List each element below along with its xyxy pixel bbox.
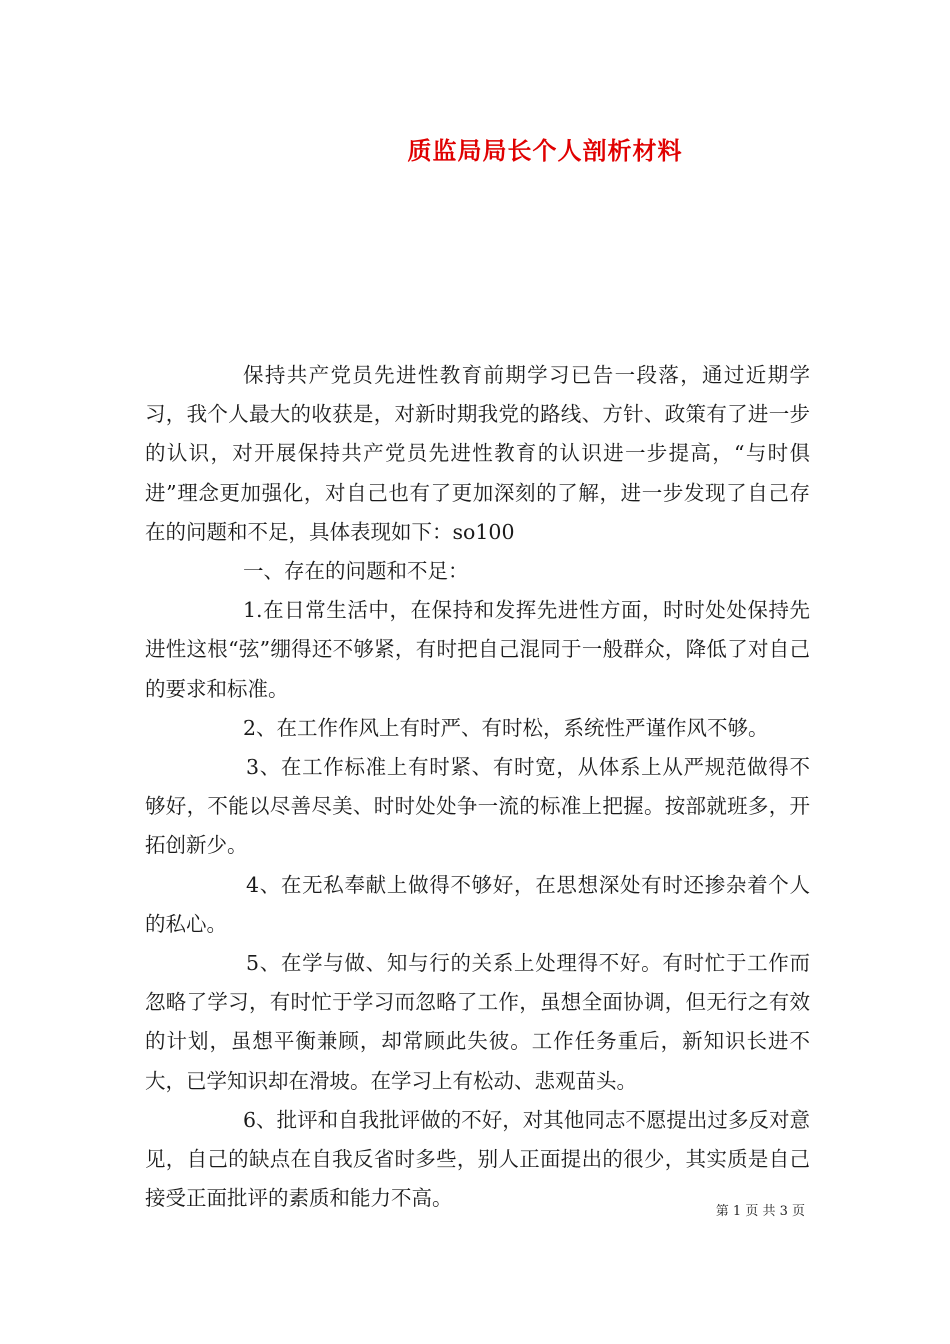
- paragraph-item-3: 3、在工作标准上有时紧、有时宽，从体系上从严规范做得不够好，不能以尽善尽美、时时处处争一流的标准上把握。按部就班多，开拓创新少。: [145, 755, 810, 858]
- paragraph-item-1: 1.在日常生活中，在保持和发挥先进性方面，时时处处保持先进性这根“弦”绷得还不够紧，有时把自己混同于一般群众，降低了对自己的要求和标准。: [145, 598, 810, 701]
- paragraph-item-5: 5、在学与做、知与行的关系上处理得不好。有时忙于工作而忽略了学习，有时忙于学习而忽略了工作，虽想全面协调，但无行之有效的计划，虽想平衡兼顾，却常顾此失彼。工作任务重后，新知识长进不大，已学知识却在滑坡。在学习上有松动、悲观苗头。: [145, 951, 810, 1093]
- document-body: [145, 356, 810, 1218]
- paragraph-section-heading: 一、存在的问题和不足：: [243, 559, 469, 584]
- paragraph-item-4: 4、在无私奉献上做得不够好，在思想深处有时还掺杂着个人的私心。: [145, 872, 810, 936]
- paragraph-item-6: 6、批评和自我批评做的不好，对其他同志不愿提出过多反对意见，自己的缺点在自我反省时多些，别人正面提出的很少，其实质是自己接受正面批评的素质和能力不高。: [145, 1107, 810, 1211]
- page-number-footer: 第 1 页 共 3 页: [715, 1204, 805, 1219]
- document-title: 质监局局长个人剖析材料: [407, 136, 683, 165]
- paragraph-intro: 保持共产党员先进性教育前期学习已告一段落，通过近期学习，我个人最大的收获是，对新时期我党的路线、方针、政策有了进一步的认识，对开展保持共产党员先进性教育的认识进一步提高，“与时俱进”理念更加强化，对自己也有了更加深刻的了解，进一步发现了自己存在的问题和不足，具体表现如下：so100: [145, 363, 810, 544]
- paragraph-item-2: 2、在工作作风上有时严、有时松，系统性严谨作风不够。: [243, 715, 769, 740]
